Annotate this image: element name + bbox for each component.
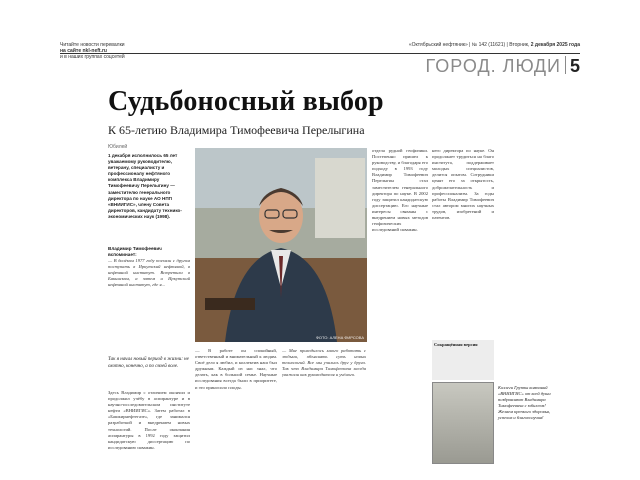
aside-photo: [432, 382, 494, 464]
pull-quote: Так я начал новый период в жизни: не охотно, конечно, а по своей воле.: [108, 357, 189, 369]
article-column-5: отдела рудной геофизики. Постепенно пришел к руководству, и благодаря его подходу в 1993 году Владимир Тимофеевич Перелыгин стал заместителем генерального директора по науке. В 2002 году защитил кандидатскую диссертацию. Его научные интересы связаны с внедрением новых методов геофизических исследований скважин.: [372, 148, 428, 233]
photo-credit: ФОТО: АЛЕНА ФИРСОВА: [315, 335, 364, 340]
article-column-3: — В работе он спокойный, ответственный и внимательный к людям. Своё дело я любил, и коллектив наш был дружным. Каждый из нас знал, что делать, как в большой семье. Научные исследования всегда были в приоритете, и это приносило плоды.: [195, 348, 277, 390]
inset-box: Сокращённая версия: [432, 340, 494, 380]
quote-text: — В далёком 1977 году поехали с другом поступать в Иркутский нефтяной, в нефтяной институт. Встретили в Бакинском, а затем и Иркутский нефтяной институт, где я...: [108, 258, 190, 288]
section-rubric: [426, 56, 581, 77]
header-line3: и в наших группах соцсетей: [60, 54, 125, 60]
header-left: [60, 42, 125, 60]
header-site: на сайте nkl-neft.ru: [60, 48, 107, 54]
portrait-photo: [195, 148, 367, 342]
article-column-2: Здесь Владимир с отличием окончил и продолжил учёбу в аспирантуре и в научно-исследовательском институте нефти «ВНИИГИС». Затем работал в «Башкирнефтегазе», где занимался разработкой и внедрением новых технологий. После окончания аспирантуры в 1992 году защитил кандидатскую диссертацию по исследованию скважин.: [108, 390, 190, 450]
quote-intro: Владимир Тимофеевич вспоминает:: [108, 246, 162, 257]
newspaper-page: [60, 0, 580, 480]
issue-info: «Октябрьский нефтяник» | № 142 (11621) | Вторник, 2 декабря 2025 года: [408, 42, 580, 48]
portrait-illustration: [195, 148, 367, 342]
article-title: Судьбоносный выбор: [108, 86, 384, 117]
article-column-6: него директора по науке. Он продолжает трудиться на благо института, поддерживает молодых специалистов, делится опытом. Сотрудники ценят его за открытость, доброжелательность и профессионализм. За годы работы Владимир Тимофеевич стал автором многих научных трудов, изобретений и патентов.: [432, 148, 494, 221]
aside-caption: Коллеги Группы компаний «ВНИИГИС» от всей души поздравляют Владимира Тимофеевича с юбилеем! Желаем крепкого здоровья, успехов и благополучия!: [498, 385, 551, 420]
article-rubric-tag: Юбилей: [108, 144, 128, 150]
header-bar: [60, 40, 580, 60]
rubric-name: ГОРОД. ЛЮДИ: [425, 56, 561, 76]
article-subtitle: К 65-летию Владимира Тимофеевича Перелыгина: [108, 123, 365, 137]
article-column-4: — Мне приходилось много работать с людьми, объяснять суть новых технологий. Все мы учились друг у друга. Так что Владимира Тимофеевича всегда уважали как руководителя и учёного.: [282, 348, 366, 378]
page-number: 5: [569, 56, 580, 76]
article-lead: 1 декабря исполнилось 65 лет уважаемому руководителю, ветерану, специалисту и профессионалу нефтяного комплекса Владимиру Тимофеевичу Перелыгину — заместителю генерального директора по науке АО НПП «ВНИИГИС», члену Совета директоров, кандидату технико-экономических наук (1998).: [108, 153, 182, 219]
header-line1: Читайте новости перевалки: [60, 42, 125, 48]
rubric-divider: [565, 56, 566, 74]
